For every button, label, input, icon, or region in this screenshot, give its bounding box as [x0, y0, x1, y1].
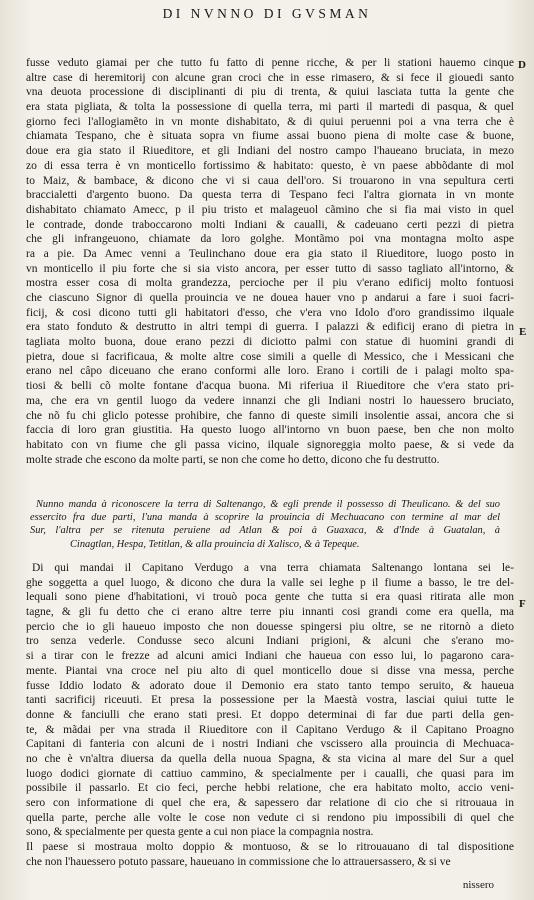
text-line: che ciascuno Signor di quella prouincia ve ne douea hauer vno p andarui a fare i suoi facri- [26, 292, 514, 304]
text-line: Il paese si mostraua molto doppio & montuoso, & se lo ritrouauano di tal dispositione [26, 841, 514, 854]
text-line: fusse Iddio lodato & adorato doue il Demonio era stato tanto tempo seruito, & haueua [26, 679, 514, 692]
text-line: le contrade, donde traboccarono molti Indiani & caualli, & cadeuano certi pezzi di pietra [26, 218, 514, 231]
text-line: che non l'hauessero potuto passare, haueuano in commissione che lo attrauersassero, & si ve [26, 855, 451, 868]
margin-letter-e: E [519, 326, 527, 338]
text-line: molte strade che escono da molte parti, se non che come ho detto, dicono che fu destrutto. [26, 453, 440, 466]
text-line: sono, & specialmente per questa gente a cui non piace la compagnia nostra. [26, 826, 374, 839]
text-line: donne & fanciulli che erano stati presi. Et doppo determinai di far due parti della gen- [26, 708, 514, 721]
text-line: essercito fra due parti, l'una manda à scoprire la prouincia di Mechuacano con termine al mar del [30, 512, 500, 524]
text-line: to Maiz, & bambace, & dicono che vi si caua dell'oro. Si trouarono in vna sepultura certi [26, 174, 514, 187]
text-line: tagne, & gli fu detto che ci erano altre terre piu innanti cosi grandi come era quella, ma [26, 606, 514, 619]
text-line: luogo dodici giornate di cattiuo cammino, & specialmente per i caualli, che quasi para im [26, 767, 514, 780]
margin-letter-d: D [518, 59, 526, 71]
text-line: habitato con vn fiume che gli passa vicino, ilquale signoreggia molto paese, & si vede da [26, 438, 514, 451]
text-line: zo di essa terra è vn monticello fortissimo & habitato: questo, è vn paese abbõdante di mol [26, 159, 514, 172]
text-line: si a tirar con le frezze ad alcuni amici Indiani che haueua con esso lui, lo pagarono cara- [26, 650, 514, 663]
text-line: era stata pigliata, & tolta la possessione di quella terra, mi parti il martedi di pasqua, & quel [26, 101, 514, 114]
text-line: fusse veduto giamai per che tutto fu fatto di penne ricche, & per li stationi hauemo cinque [26, 57, 514, 69]
paragraph-1 [26, 56, 514, 467]
text-line: erano nel câpo diceuano che erano conformi alle loro. Erano i cortili de i palagi molto spa- [26, 365, 514, 378]
text-line: ma, che era vn gentil luogo da vedere innanzi che gli Indiani nostri lo hauessero bruciato, [26, 394, 514, 407]
paragraph-2 [26, 561, 514, 869]
text-line: tagliata molto buona, doue erano pezzi di diciotto palmi con statue di huomini grandi di [26, 336, 514, 349]
catchword: nissero [462, 879, 494, 891]
text-line: percio che io gli haueuo imposto che non douesse spingersi piu oltre, se ne ritornò a dieto [26, 620, 514, 633]
text-line: ghe soggetta a quel luogo, & dicono che dura la valle sei leghe p il fiume a basso, le tre del- [26, 576, 514, 589]
running-header: DI NVNNO DI GVSMAN [162, 6, 372, 21]
text-line: che gli infrangeuono, chiamate da loro golghe. Montãmo poi vna montagna molto aspe [26, 233, 514, 246]
text-line: altre case di heremitorij con alcune gran croci che in esse rimasero, & si fece il giouedi santo [26, 71, 514, 84]
text-line: tro senza vederle. Condusse seco alcuni Indiani prigioni, & alcuni che s'erano mo- [26, 635, 514, 648]
text-line: faccia di loro gran giustitia. Ha questo luogo all'intorno vn buon paese, ben che non molto [26, 424, 514, 437]
text-line: pietra, doue si facrificaua, & molte altre cose simili a quelle di Messico, che i Messicani che [26, 350, 514, 363]
text-line: possibile il passarlo. Et cio feci, perche hebbi relatione, che era habitato molto, accio veni- [26, 782, 514, 795]
text-line: quella parte, perche alle volte le cose non vedute ci si rendono piu impossibili di quel che [26, 811, 514, 824]
text-line: dishabitato chiamato Amecc, p il piu tristo et malageuol cãmino che si fia mai visto in quel [26, 203, 514, 216]
text-line: braccialetti d'argento buono. Da questa terra di Tespano feci l'altra giornata in vn monte [26, 189, 514, 202]
text-line: vn monticello il piu forte che si sia visto ancora, per esser tutto di sasso tagliato all'intorno, & [26, 262, 514, 275]
text-line: tanti sacrificij riceuuti. Et presa la possessione per la Maestà vostra, lasciai quiui tutte le [26, 694, 514, 707]
text-line: chiamata Tespano, che è situata sopra vn fiume assai buono piena di molte case & buone, [26, 130, 514, 143]
text-line: mente. Piantai vna croce nel piu alto di quel monticello doue si disse vna messa, perche [26, 664, 514, 677]
text-line: no che è vn'altra diuersa da quella della nuoua Spagna, & sta vicina al mare del Sur a quel [26, 752, 514, 765]
text-line: ficij, & cosi dicono tutti gli habitatori d'esso, che v'era vno Idolo d'oro grandissimo ilquale [26, 306, 514, 319]
text-line: Nunno manda à riconoscere la terra di Saltenango, & egli prende il possesso di Theulicano. & del suo [36, 499, 500, 510]
text-line: era stato fonduto & destrutto in altri tempi di guerra. I palazzi & edificij erano di pietra in [26, 321, 514, 334]
text-line: Cinagtlan, Hespa, Tetitlan, & alla prouincia di Xalisco, & à Tepeque. [70, 538, 360, 550]
text-line: Sur, l'altra per se ritenuta peruiene ad Atlan & poi à Guaxaca, & d'Inde à Guatalan, à [30, 525, 500, 537]
text-line: che nõ fu chi gliclo potesse prohibire, che fanno di queste simili insolentie assai, ancora che si [26, 409, 514, 422]
text-line: vna deuota processione di disciplinanti di piu di trenta, & quiui lasciata tutta la gente che [26, 86, 514, 99]
text-line: tiosi & belli cõ molte fontane d'acqua buona. Mi riferiua il Riueditore che v'era stato pri- [26, 380, 514, 393]
margin-letter-f: F [519, 598, 526, 610]
text-line: lequali sono piene d'habitationi, vi trouò poca gente che tutta si era quasi ritirata alle mon [26, 591, 514, 604]
text-line: ra a pie. Da Amec venni a Teulinchano doue era gia stato il Riueditore, luogo posto in [26, 247, 514, 260]
text-line: te, & mãdai per vna strada il Riueditore con il Capitano Verdugo & il Capitano Proagno [26, 723, 514, 736]
text-line: giorno feci l'allogiamẽto in vn monte dishabitato, & di quiui peruenni poi a vna terra che è [26, 115, 514, 128]
text-line: mostra esser cosa di molta grandezza, percioche per il piu v'erano edificij molto fontuosi [26, 277, 514, 290]
text-line: sero con informatione di quel che era, & sapessero dar relatione di cio che si ritrouaua in [26, 797, 514, 809]
text-line: doue era gia stato il Riueditore, et gli Indiani del nostro campo l'haueano bruciata, in mezo [26, 145, 514, 158]
text-line: Di qui mandai il Capitano Verdugo a vna terra chiamata Saltenango lontana sei le- [32, 562, 514, 574]
chapter-summary [30, 498, 500, 551]
text-line: Capitani di fanteria con alcuni de i nostri Indiani che vscissero alla prouincia di Mechuaca- [26, 738, 514, 751]
